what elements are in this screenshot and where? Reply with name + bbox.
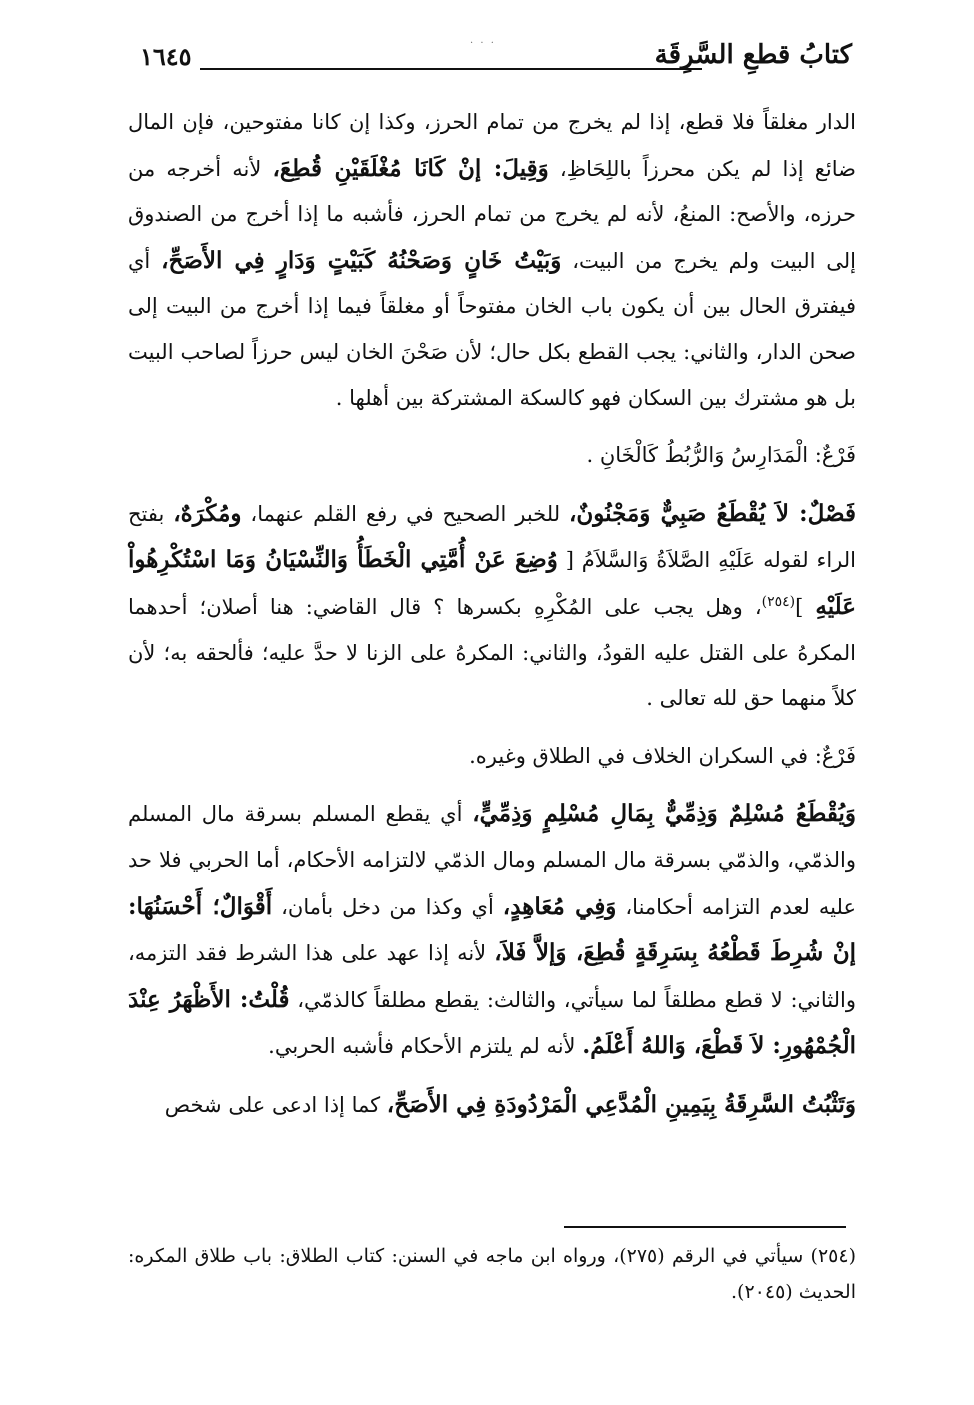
header-ornament-dots: · · · bbox=[470, 38, 496, 49]
matn-text: وَتَثْبُتُ السَّرِقَةُ بِيَمِينِ الْمُدَّعِي الْمَرْدُودَةِ فِي الأَصَحِّ، bbox=[386, 1090, 856, 1118]
paragraph-p3 bbox=[128, 491, 856, 722]
paragraph-p2 bbox=[128, 433, 856, 479]
matn-text: وَيُقْطَعُ مُسْلِمٌ وَذِمِّيٌّ بِمَالِ مُسْلِمٍ وَذِمِّيٍّ، bbox=[472, 800, 856, 828]
sharh-text: فَرْعٌ: في السكران الخلاف في الطلاق وغيره. bbox=[469, 743, 856, 768]
paragraph-p1 bbox=[128, 100, 856, 421]
sharh-text: للخبر الصحيح في رفع القلم عنهما، bbox=[241, 501, 569, 526]
matn-text: وُضِعَ عَنْ أُمَّتِي الْخَطَأُ وَالنِّسْيَانُ وَمَا اسْتُكْرِهُواْ عَلَيْهِ bbox=[128, 546, 856, 620]
sharh-text: أي يقطع المسلم بسرقة مال المسلم والذمّي، والذمّي بسرقة مال المسلم ومال الذمّي لالتزامه الأحكام، أما الحربي فلا حد عليه لعدم التزامه أحكامنا، bbox=[128, 802, 856, 919]
main-text bbox=[128, 100, 856, 1128]
matn-text: قُلْتُ: الأَظْهَرُ عِنْدَ الْجُمْهُورِ: لاَ قَطْعَ، وَاللهُ أَعْلَمُ. bbox=[128, 985, 856, 1060]
footnotes bbox=[128, 1238, 856, 1310]
matn-text: وَقِيلَ: إنْ كَانَا مُغْلَقَيْنِ قُطِعَ، bbox=[272, 154, 549, 182]
sharh-text: فَرْعٌ: الْمَدَارِسُ وَالرُّبُطُ كَالْخَانِ . bbox=[586, 443, 856, 468]
paragraph-p4 bbox=[128, 734, 856, 780]
matn-text: ومُكْرَهٌ، bbox=[173, 499, 242, 527]
paragraph-p6 bbox=[128, 1082, 856, 1129]
paragraph-p5 bbox=[128, 791, 856, 1070]
sharh-text: ] bbox=[795, 594, 816, 619]
matn-text: فَصْلٌ: لاَ يُقْطَعُ صَبِيٌّ وَمَجْنُونٌ، bbox=[568, 499, 856, 527]
matn-text: وَبَيْتُ خَانٍ وَصَحْنُهُ كَبَيْتٍ وَدَارٍ فِي الأَصَحِّ، bbox=[161, 246, 562, 274]
sharh-text: أي وكذا من دخل بأمان، bbox=[272, 894, 503, 919]
sharh-text: أي فيفترق الحال بين أن يكون باب الخان مفتوحاً أو مغلقاً فيما إذا أخرج من البيت إلى صحن الدار، والثاني: يجب القطع بكل حال؛ لأن صَحْنَ الخان ليس حرزاً لصاحب البيت بل هو مشترك بين السكان فهو كالسكة المشتركة بين أهلها . bbox=[128, 248, 856, 410]
header-rule bbox=[200, 68, 702, 70]
sharh-text: الدار مغلقاً فلا قطع، إذا لم يخرج من تمام الحرز، وكذا إن كانا مفتوحين، فإن المال ضائع إذا لم يكن محرزاً باللِحَاظِ، bbox=[128, 110, 856, 181]
page-header bbox=[140, 38, 852, 78]
footnote-separator bbox=[564, 1226, 846, 1228]
running-title: كتابُ قطعِ السَّرِقَة bbox=[654, 40, 852, 70]
sharh-text: ، وهل يجب على المُكْرِهِ بكسرها ؟ قال القاضي: هنا أصلان؛ أحدهما المكرهُ على القتل عليه القودُ، والثاني: المكرهُ على الزنا لا حدَّ عليه؛ فألحقه به؛ لأن كلاً منهما حق لله تعالى . bbox=[128, 594, 856, 711]
sharh-text: كما إذا ادعى على شخص bbox=[164, 1092, 387, 1117]
sharh-text: لأنه لم يلتزم الأحكام فأشبه الحربي. bbox=[268, 1034, 583, 1059]
sharh-text: لأنه إذا عهد على هذا الشرط فقد التزمه، والثاني: لا قطع مطلقاً لما سيأتي، والثالث: يقطع مطلقاً كالذمّي، bbox=[128, 941, 856, 1012]
footnote-ref: (٢٥٤) bbox=[761, 593, 796, 610]
footnote: (٢٥٤) سيأتي في الرقم (٢٧٥)، ورواه ابن ماجه في السنن: كتاب الطلاق: باب طلاق المكره: الحديث (٢٠٤٥). bbox=[128, 1245, 856, 1303]
matn-text: وَفِي مُعَاهِدٍ، bbox=[502, 892, 617, 920]
sharh-text: لأنه أخرجه من حرزه، والأصح: المنعُ، لأنه لم يخرج من تمام الحرز، فأشبه ما إذا أخرج من الصندوق إلى البيت ولم يخرج من البيت، bbox=[128, 156, 856, 273]
sharh-text: بفتح الراء لقوله عَلَيْهِ الصَّلاَةُ وَالسَّلاَمُ [ bbox=[128, 501, 856, 573]
page-number: ١٦٤٥ bbox=[140, 42, 192, 71]
matn-text: أَقْوَالٌ؛ أَحْسَنُهَا: إنْ شُرِطَ قَطْعُهُ بِسَرِقَةٍ قُطِعَ، وَإلاَّ فَلاَ، bbox=[128, 892, 856, 967]
